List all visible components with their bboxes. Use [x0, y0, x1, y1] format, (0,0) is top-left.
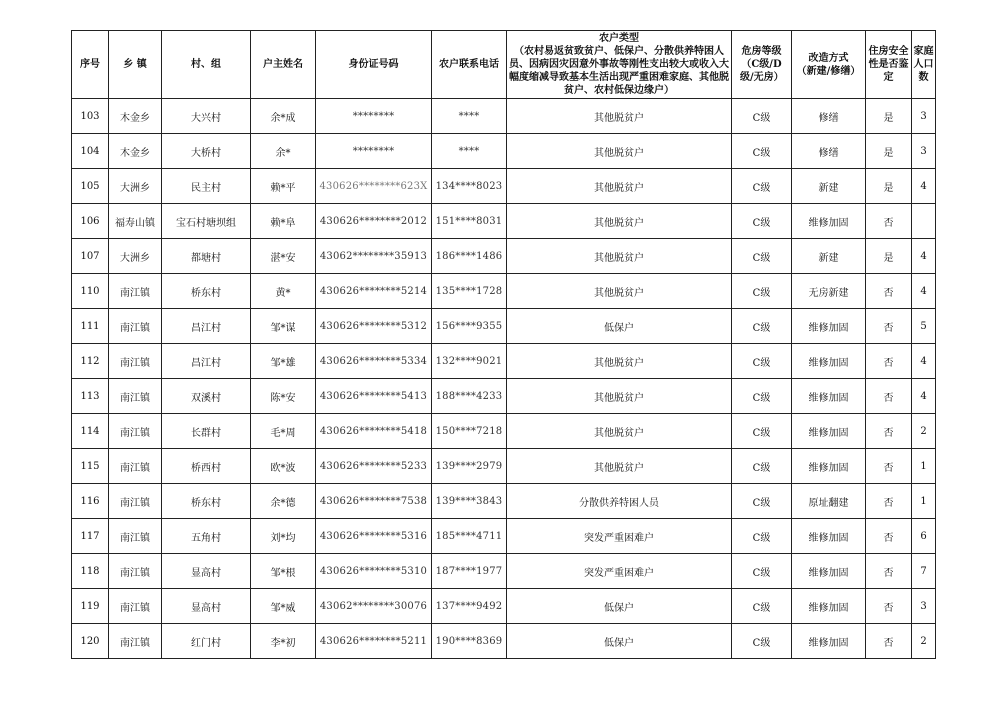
- cell-seq: 107: [72, 239, 109, 274]
- cell-method: 维修加固: [792, 204, 866, 239]
- cell-village: 五角村: [162, 519, 251, 554]
- cell-name: 李*初: [251, 624, 316, 659]
- cell-method: 维修加固: [792, 624, 866, 659]
- table-row: [72, 134, 936, 169]
- cell-village: 都塘村: [162, 239, 251, 274]
- cell-id-number: 430626********5214: [316, 274, 432, 309]
- table-row: [72, 239, 936, 274]
- cell-safety: 否: [866, 379, 912, 414]
- cell-town: 木金乡: [109, 99, 162, 134]
- cell-town: 南江镇: [109, 484, 162, 519]
- table-row: [72, 169, 936, 204]
- cell-village: 显高村: [162, 554, 251, 589]
- header-village: 村、组: [162, 31, 251, 99]
- table-row: [72, 589, 936, 624]
- cell-safety: 否: [866, 554, 912, 589]
- header-name: 户主姓名: [251, 31, 316, 99]
- cell-name: 余*成: [251, 99, 316, 134]
- cell-town: 南江镇: [109, 379, 162, 414]
- cell-household-type: 分散供养特困人员: [507, 484, 732, 519]
- cell-town: 木金乡: [109, 134, 162, 169]
- cell-members: 3: [912, 99, 936, 134]
- cell-household-type: 低保户: [507, 624, 732, 659]
- cell-phone: 190****8369: [432, 624, 507, 659]
- cell-seq: 105: [72, 169, 109, 204]
- cell-seq: 106: [72, 204, 109, 239]
- cell-town: 南江镇: [109, 449, 162, 484]
- cell-name: 余*: [251, 134, 316, 169]
- cell-id-number: ********: [316, 99, 432, 134]
- cell-household-type: 其他脱贫户: [507, 99, 732, 134]
- cell-name: 邹*雄: [251, 344, 316, 379]
- header-town: 乡 镇: [109, 31, 162, 99]
- cell-id-number: ********: [316, 134, 432, 169]
- cell-id-number: 43062********30076: [316, 589, 432, 624]
- header-method-detail: （新建/修缮）: [796, 65, 861, 77]
- cell-method: 修缮: [792, 134, 866, 169]
- header-members: 家庭人口数: [912, 31, 936, 99]
- cell-household-type: 其他脱贫户: [507, 204, 732, 239]
- cell-safety: 否: [866, 484, 912, 519]
- cell-phone: 134****8023: [432, 169, 507, 204]
- cell-phone: 150****7218: [432, 414, 507, 449]
- header-household-type: [507, 31, 732, 99]
- cell-village: 红门村: [162, 624, 251, 659]
- cell-name: 湛*安: [251, 239, 316, 274]
- cell-phone: 186****1486: [432, 239, 507, 274]
- cell-danger-level: C级: [732, 449, 792, 484]
- cell-members: 1: [912, 484, 936, 519]
- cell-id-number: 430626********5310: [316, 554, 432, 589]
- cell-danger-level: C级: [732, 309, 792, 344]
- cell-danger-level: C级: [732, 589, 792, 624]
- cell-members: [912, 204, 936, 239]
- cell-household-type: 其他脱贫户: [507, 379, 732, 414]
- cell-method: 维修加固: [792, 589, 866, 624]
- cell-safety: 是: [866, 169, 912, 204]
- cell-town: 南江镇: [109, 274, 162, 309]
- cell-danger-level: C级: [732, 99, 792, 134]
- cell-danger-level: C级: [732, 204, 792, 239]
- cell-safety: 否: [866, 204, 912, 239]
- cell-members: 4: [912, 379, 936, 414]
- cell-name: 赖*平: [251, 169, 316, 204]
- cell-safety: 否: [866, 624, 912, 659]
- table-row: [72, 99, 936, 134]
- cell-safety: 否: [866, 414, 912, 449]
- cell-name: 赖*阜: [251, 204, 316, 239]
- cell-members: 7: [912, 554, 936, 589]
- table-row: [72, 309, 936, 344]
- table-body: [72, 99, 936, 659]
- cell-id-number: 43062********35913: [316, 239, 432, 274]
- housing-renovation-table: [71, 30, 936, 659]
- cell-seq: 110: [72, 274, 109, 309]
- cell-phone: 139****2979: [432, 449, 507, 484]
- cell-household-type: 突发严重困难户: [507, 519, 732, 554]
- cell-household-type: 其他脱贫户: [507, 274, 732, 309]
- cell-village: 桥西村: [162, 449, 251, 484]
- cell-safety: 否: [866, 274, 912, 309]
- cell-seq: 119: [72, 589, 109, 624]
- cell-danger-level: C级: [732, 344, 792, 379]
- cell-name: 毛*周: [251, 414, 316, 449]
- cell-town: 南江镇: [109, 554, 162, 589]
- cell-members: 5: [912, 309, 936, 344]
- header-danger-level: 危房等级（C级/D级/无房）: [732, 31, 792, 99]
- cell-village: 宝石村塘坝组: [162, 204, 251, 239]
- cell-village: 民主村: [162, 169, 251, 204]
- cell-town: 南江镇: [109, 309, 162, 344]
- cell-id-number: 430626********5418: [316, 414, 432, 449]
- cell-id-number: 430626********5312: [316, 309, 432, 344]
- cell-village: 双溪村: [162, 379, 251, 414]
- cell-name: 邹*谋: [251, 309, 316, 344]
- cell-household-type: 低保户: [507, 309, 732, 344]
- cell-danger-level: C级: [732, 484, 792, 519]
- cell-danger-level: C级: [732, 379, 792, 414]
- cell-method: 维修加固: [792, 309, 866, 344]
- table-row: [72, 624, 936, 659]
- cell-seq: 116: [72, 484, 109, 519]
- cell-id-number: 430626********623X: [316, 169, 432, 204]
- cell-household-type: 低保户: [507, 589, 732, 624]
- cell-village: 昌江村: [162, 309, 251, 344]
- cell-danger-level: C级: [732, 519, 792, 554]
- cell-phone: 132****9021: [432, 344, 507, 379]
- header-seq: 序号: [72, 31, 109, 99]
- cell-phone: 187****1977: [432, 554, 507, 589]
- cell-seq: 120: [72, 624, 109, 659]
- cell-id-number: 430626********5316: [316, 519, 432, 554]
- cell-town: 福寿山镇: [109, 204, 162, 239]
- cell-household-type: 其他脱贫户: [507, 344, 732, 379]
- cell-phone: 137****9492: [432, 589, 507, 624]
- cell-name: 邹*根: [251, 554, 316, 589]
- cell-household-type: 其他脱贫户: [507, 239, 732, 274]
- cell-town: 南江镇: [109, 344, 162, 379]
- cell-method: 原址翻建: [792, 484, 866, 519]
- cell-members: 4: [912, 239, 936, 274]
- cell-danger-level: C级: [732, 274, 792, 309]
- table-row: [72, 344, 936, 379]
- cell-town: 南江镇: [109, 519, 162, 554]
- table-row: [72, 204, 936, 239]
- table-row: [72, 484, 936, 519]
- cell-safety: 否: [866, 344, 912, 379]
- cell-safety: 否: [866, 309, 912, 344]
- cell-members: 4: [912, 274, 936, 309]
- table-row: [72, 379, 936, 414]
- cell-danger-level: C级: [732, 134, 792, 169]
- cell-name: 陈*安: [251, 379, 316, 414]
- cell-danger-level: C级: [732, 624, 792, 659]
- cell-name: 余*德: [251, 484, 316, 519]
- cell-method: 维修加固: [792, 379, 866, 414]
- cell-members: 2: [912, 624, 936, 659]
- cell-members: 3: [912, 589, 936, 624]
- cell-village: 显高村: [162, 589, 251, 624]
- cell-seq: 104: [72, 134, 109, 169]
- cell-town: 南江镇: [109, 589, 162, 624]
- cell-village: 昌江村: [162, 344, 251, 379]
- cell-seq: 103: [72, 99, 109, 134]
- cell-safety: 是: [866, 134, 912, 169]
- header-phone: 农户联系电话: [432, 31, 507, 99]
- header-safety: 住房安全性是否鉴定: [866, 31, 912, 99]
- cell-id-number: 430626********7538: [316, 484, 432, 519]
- cell-phone: 139****3843: [432, 484, 507, 519]
- cell-household-type: 突发严重困难户: [507, 554, 732, 589]
- cell-town: 南江镇: [109, 414, 162, 449]
- cell-village: 长群村: [162, 414, 251, 449]
- cell-method: 维修加固: [792, 414, 866, 449]
- cell-phone: ****: [432, 134, 507, 169]
- cell-safety: 否: [866, 519, 912, 554]
- cell-seq: 111: [72, 309, 109, 344]
- cell-method: 修缮: [792, 99, 866, 134]
- cell-phone: 135****1728: [432, 274, 507, 309]
- cell-id-number: 430626********5211: [316, 624, 432, 659]
- header-id-number: 身份证号码: [316, 31, 432, 99]
- cell-seq: 118: [72, 554, 109, 589]
- cell-name: 欧*波: [251, 449, 316, 484]
- cell-danger-level: C级: [732, 239, 792, 274]
- cell-members: 2: [912, 414, 936, 449]
- table-row: [72, 414, 936, 449]
- table-header: [72, 31, 936, 99]
- cell-phone: 151****8031: [432, 204, 507, 239]
- cell-safety: 是: [866, 239, 912, 274]
- cell-members: 1: [912, 449, 936, 484]
- table-row: [72, 274, 936, 309]
- table-row: [72, 449, 936, 484]
- cell-phone: ****: [432, 99, 507, 134]
- cell-safety: 否: [866, 589, 912, 624]
- cell-village: 桥东村: [162, 274, 251, 309]
- cell-seq: 112: [72, 344, 109, 379]
- cell-danger-level: C级: [732, 414, 792, 449]
- table-row: [72, 554, 936, 589]
- cell-household-type: 其他脱贫户: [507, 414, 732, 449]
- cell-seq: 117: [72, 519, 109, 554]
- header-method-title: 改造方式: [808, 52, 849, 64]
- cell-members: 3: [912, 134, 936, 169]
- cell-method: 维修加固: [792, 449, 866, 484]
- header-type-title: 农户类型: [599, 33, 639, 44]
- cell-danger-level: C级: [732, 169, 792, 204]
- cell-phone: 185****4711: [432, 519, 507, 554]
- cell-phone: 156****9355: [432, 309, 507, 344]
- table-row: [72, 519, 936, 554]
- cell-safety: 否: [866, 449, 912, 484]
- cell-danger-level: C级: [732, 554, 792, 589]
- header-type-detail: （农村易返贫致贫户、低保户、分散供养特困人员、因病因灾因意外事故等刚性支出较大或收入大幅度缩减导致基本生活出现严重困难家庭、其他脱贫户、农村低保边缘户）: [509, 46, 729, 96]
- cell-name: 黄*: [251, 274, 316, 309]
- cell-village: 大兴村: [162, 99, 251, 134]
- cell-seq: 113: [72, 379, 109, 414]
- cell-method: 维修加固: [792, 344, 866, 379]
- cell-seq: 115: [72, 449, 109, 484]
- cell-town: 南江镇: [109, 624, 162, 659]
- cell-name: 邹*威: [251, 589, 316, 624]
- cell-method: 新建: [792, 169, 866, 204]
- cell-id-number: 430626********5233: [316, 449, 432, 484]
- header-method: [792, 31, 866, 99]
- cell-town: 大洲乡: [109, 169, 162, 204]
- cell-village: 桥东村: [162, 484, 251, 519]
- cell-id-number: 430626********2012: [316, 204, 432, 239]
- cell-seq: 114: [72, 414, 109, 449]
- cell-household-type: 其他脱贫户: [507, 449, 732, 484]
- cell-town: 大洲乡: [109, 239, 162, 274]
- cell-members: 6: [912, 519, 936, 554]
- cell-method: 无房新建: [792, 274, 866, 309]
- cell-phone: 188****4233: [432, 379, 507, 414]
- cell-safety: 是: [866, 99, 912, 134]
- cell-method: 新建: [792, 239, 866, 274]
- cell-name: 刘*均: [251, 519, 316, 554]
- cell-id-number: 430626********5413: [316, 379, 432, 414]
- cell-method: 维修加固: [792, 554, 866, 589]
- cell-village: 大桥村: [162, 134, 251, 169]
- cell-method: 维修加固: [792, 519, 866, 554]
- cell-id-number: 430626********5334: [316, 344, 432, 379]
- cell-members: 4: [912, 169, 936, 204]
- cell-household-type: 其他脱贫户: [507, 169, 732, 204]
- cell-members: 4: [912, 344, 936, 379]
- cell-household-type: 其他脱贫户: [507, 134, 732, 169]
